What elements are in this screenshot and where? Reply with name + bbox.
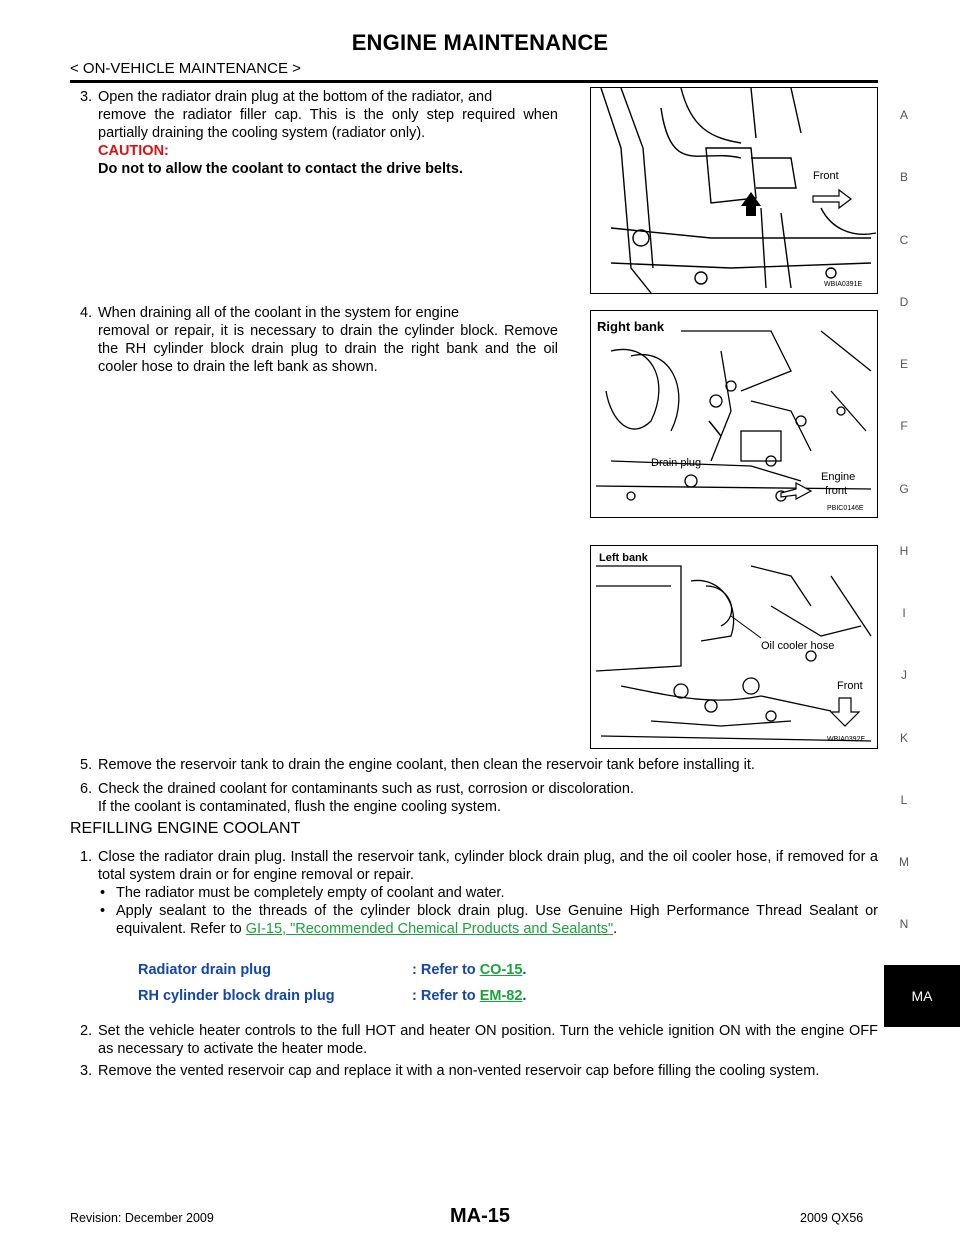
page-number: MA-15 (449, 1205, 510, 1227)
arrow-right-icon (813, 190, 851, 208)
spec-rh-block-drain-plug-label: RH cylinder block drain plug (138, 988, 335, 1004)
header-rule (70, 80, 878, 83)
caution-label: CAUTION: (98, 143, 169, 159)
figure-2-label-drain-plug: Drain plug (651, 457, 702, 469)
footer-model: 2009 QX56 (800, 1211, 864, 1225)
figure-radiator-drain (590, 87, 878, 294)
spec-radiator-drain-plug-refer: : Refer to CO-15. (412, 962, 527, 978)
sidebar-letter-e[interactable]: E (899, 357, 908, 371)
sidebar-letter-c[interactable]: C (899, 233, 909, 247)
sidebar-letter-k[interactable]: K (899, 731, 908, 745)
sidebar-letter-a[interactable]: A (899, 108, 908, 122)
link-co-15[interactable]: CO-15 (479, 962, 523, 978)
radiator-drain-illustration (591, 88, 877, 293)
drain-step-5: 5. Remove the reservoir tank to drain the engine coolant, then clean the reservoir tank before installing it. (80, 757, 755, 773)
figure-3-label-front: Front (837, 680, 863, 692)
arrow-up-icon (741, 192, 761, 216)
bullet-sealant: • Apply sealant to the threads of the cylinder block drain plug. Use Genuine High Performance Thread Sealant or equivalent. Refer to GI-15, "Recommended Chemical Products and Sealants". (98, 902, 878, 938)
drain-step-6: 6. Check the drained coolant for contaminants such as rust, corrosion or discoloration. If the coolant is contaminated, flush the engine cooling system. (80, 781, 634, 815)
refill-step-1-bullets (98, 884, 878, 938)
sidebar-letter-l[interactable]: L (900, 793, 908, 807)
section-title-refilling: REFILLING ENGINE COOLANT (70, 820, 301, 837)
arrow-down-icon (831, 698, 859, 726)
drain-step-3: 3. Open the radiator drain plug at the bottom of the radiator, and remove the radiator filler cap. This is the only step required when partially draining the cooling system (radiator only). CAUTION: Do not to allow the coolant to contact the drive belts. (80, 89, 558, 177)
spec-radiator-drain-plug-label: Radiator drain plug (138, 962, 271, 978)
refill-step-1: 1. Close the radiator drain plug. Install the reservoir tank, cylinder block drain plug, and the oil cooler hose, if removed for a total system drain or for engine removal or repair. • The radiator must be completely empty of coolant and water. • Apply sealant to the threads of the cylinder block drain plug. Use Genuine High Performance Thread Sealant or equivalent. Refer to GI-15, "Recommended Chemical Products and Sealants". (80, 848, 878, 938)
figure-2-label-front: front (825, 485, 848, 497)
page-title: ENGINE MAINTENANCE (351, 30, 609, 55)
figure-left-bank (590, 545, 878, 749)
figure-3-code: WBIA0392E (827, 736, 866, 743)
sidebar-letter-g[interactable]: G (899, 482, 909, 496)
link-gi-15[interactable]: GI-15, "Recommended Chemical Products and Sealants" (245, 921, 614, 937)
figure-2-label-right-bank: Right bank (597, 319, 665, 334)
bullet-radiator-empty: • The radiator must be completely empty of coolant and water. (98, 884, 878, 902)
sidebar-letter-f[interactable]: F (900, 419, 908, 433)
drain-step-4: 4. When draining all of the coolant in the system for engine removal or repair, it is necessary to drain the cylinder block. Remove the RH cylinder block drain plug to drain the right bank and the oil cooler hose to drain the left bank as shown. (80, 305, 558, 375)
figure-2-label-engine: Engine (821, 471, 856, 483)
footer-revision: Revision: December 2009 (70, 1211, 214, 1225)
sidebar-letter-h[interactable]: H (899, 544, 909, 558)
sidebar-letter-i[interactable]: I (902, 606, 906, 620)
figure-1-code: WBIA0391E (824, 281, 863, 288)
page-subtitle: < ON-VEHICLE MAINTENANCE > (70, 60, 301, 77)
sidebar-letter-n[interactable]: N (899, 917, 909, 931)
figure-3-label-oil-cooler-hose: Oil cooler hose (761, 640, 835, 652)
refill-step-2: 2. Set the vehicle heater controls to the full HOT and heater ON position. Turn the vehicle ignition ON with the engine OFF as necessary to activate the heater mode. (80, 1023, 878, 1057)
section-tab-ma[interactable]: MA (884, 965, 960, 1027)
sidebar-letter-d[interactable]: D (899, 295, 909, 309)
sidebar-letter-m[interactable]: M (899, 855, 909, 869)
figure-right-bank (590, 310, 878, 518)
figure-3-label-left-bank: Left bank (599, 552, 648, 564)
engine-front-arrow-icon (781, 483, 811, 499)
sidebar-letter-b[interactable]: B (899, 170, 908, 184)
refill-step-3: 3. Remove the vented reservoir cap and replace it with a non-vented reservoir cap before filling the cooling system. (80, 1063, 820, 1079)
figure-1-label-front: Front (813, 170, 839, 182)
spec-rh-block-drain-plug-refer: : Refer to EM-82. (412, 988, 527, 1004)
link-em-82[interactable]: EM-82 (479, 988, 523, 1004)
caution-text: Do not to allow the coolant to contact the drive belts. (98, 161, 463, 177)
sidebar-letter-j[interactable]: J (901, 668, 907, 682)
figure-2-code: PBIC0146E (827, 505, 864, 512)
